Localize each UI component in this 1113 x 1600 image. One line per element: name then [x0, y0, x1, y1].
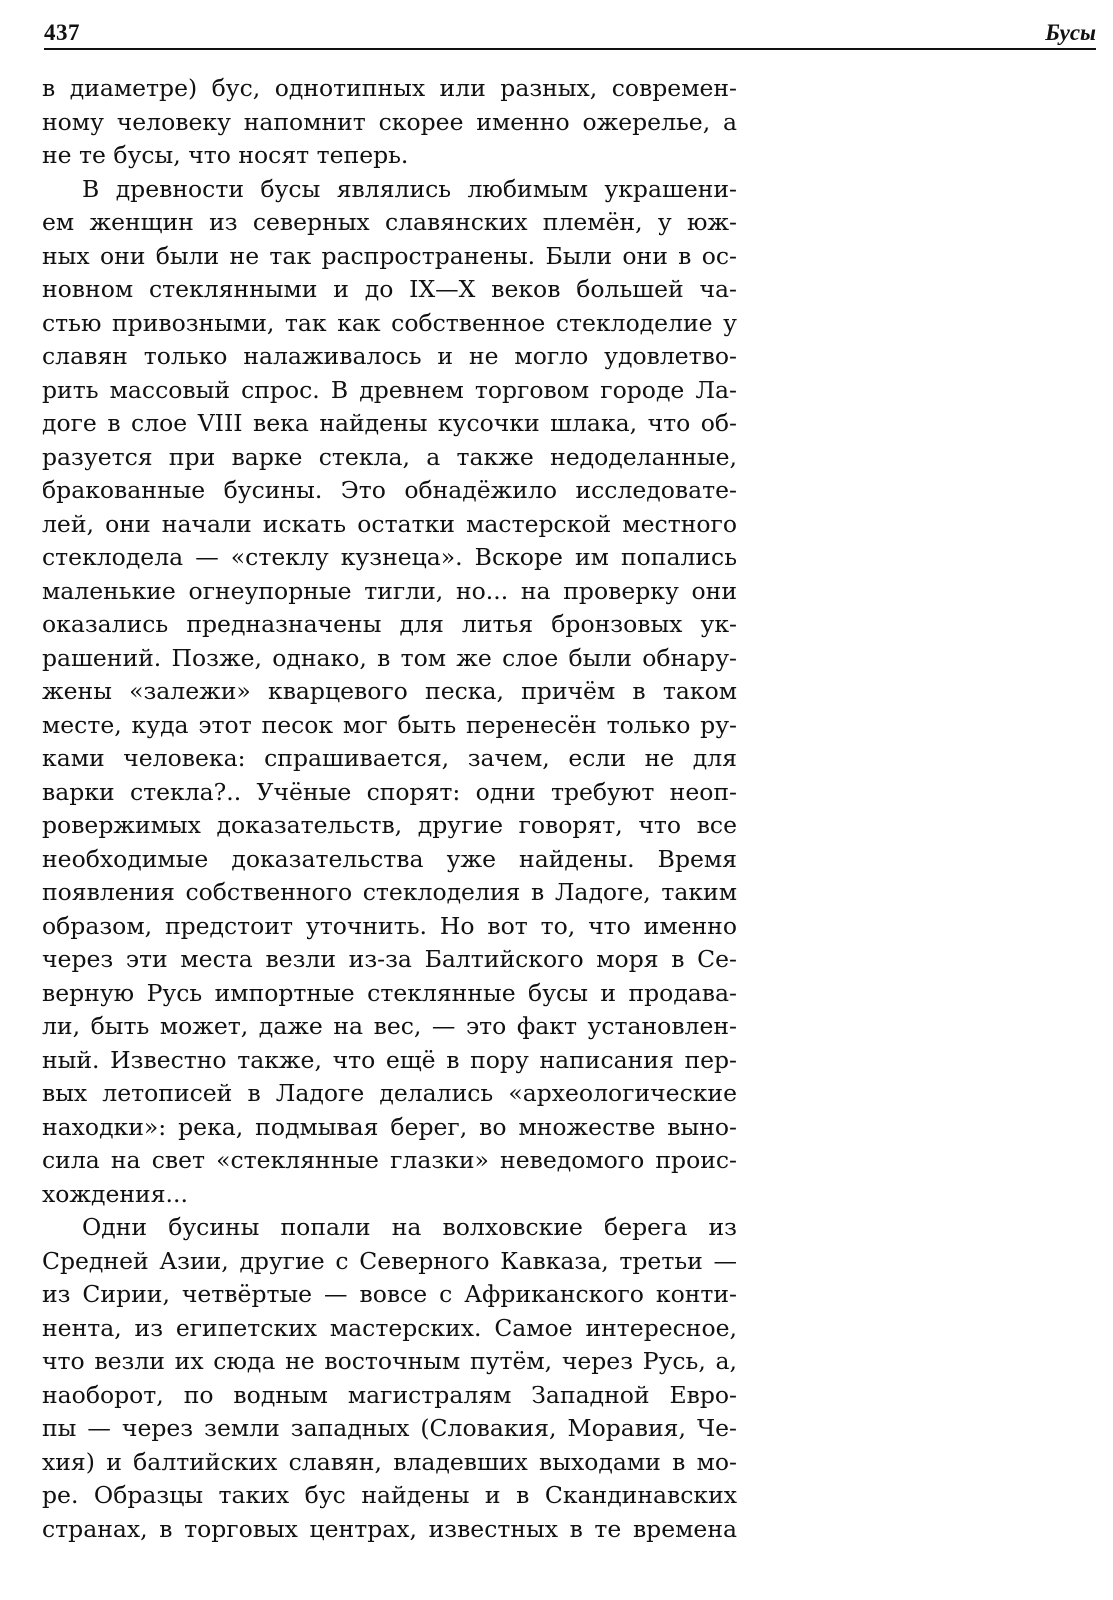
text-line: наоборот, по водным магистралям Западной Евро-	[42, 1380, 737, 1409]
running-title: Бусы	[1045, 20, 1096, 45]
text-line: Средней Азии, другие с Северного Кавказа, третьи —	[42, 1246, 737, 1275]
text-line: необходимые доказательства уже найдены. Время	[42, 844, 737, 873]
text-line: хождения...	[42, 1179, 188, 1208]
text-line: что везли их сюда не восточным путём, через Русь, а,	[42, 1347, 737, 1375]
text-line: ками человека: спрашивается, зачем, если не для	[42, 744, 737, 772]
text-line: ный. Известно также, что ещё в пору написания пер-	[42, 1045, 737, 1074]
text-line: рашений. Позже, однако, в том же слое были обнару-	[42, 643, 737, 672]
text-line: ровержимых доказательств, другие говорят, что все	[42, 811, 737, 839]
text-line: месте, куда этот песок мог быть перенесён только ру-	[42, 710, 737, 739]
text-line: вых летописей в Ладоге делались «археологические	[42, 1079, 737, 1107]
text-line: славян только налаживалось и не могло удовлетво-	[42, 342, 737, 370]
text-line: ли, быть может, даже на вес, — это факт установлен-	[42, 1012, 737, 1040]
text-line: бракованные бусины. Это обнадёжило исследовате-	[42, 476, 737, 504]
text-line: находки»: река, подмывая берег, во множестве выно-	[42, 1112, 737, 1141]
page-number: 437	[44, 20, 80, 45]
body-text	[42, 72, 737, 1546]
text-line: появления собственного стеклоделия в Ладоге, таким	[42, 878, 737, 906]
page-header	[44, 14, 1096, 50]
text-line: разуется при варке стекла, а также недоделанные,	[42, 442, 737, 471]
text-line: В древности бусы являлись любимым украшени-	[82, 174, 737, 203]
text-line: образом, предстоит уточнить. Но вот то, что именно	[42, 911, 737, 940]
text-line: доге в слое VIII века найдены кусочки шлака, что об-	[42, 409, 737, 437]
text-line: стью привозными, так как собственное стеклоделие у	[42, 308, 737, 337]
text-line: из Сирии, четвёртые — вовсе с Африканского конти-	[42, 1280, 737, 1308]
text-line: лей, они начали искать остатки мастерской местного	[42, 509, 737, 538]
text-line: через эти места везли из-за Балтийского моря в Се-	[42, 945, 737, 973]
text-line: жены «залежи» кварцевого песка, причём в таком	[42, 677, 737, 705]
text-line: ем женщин из северных славянских племён, у юж-	[42, 208, 737, 236]
text-line: нента, из египетских мастерских. Самое интересное,	[42, 1313, 737, 1342]
text-line: пы — через земли западных (Словакия, Моравия, Че-	[42, 1414, 737, 1442]
text-line: варки стекла?.. Учёные спорят: одни требуют неоп-	[42, 777, 737, 806]
text-line: ре. Образцы таких бус найдены и в Скандинавских	[42, 1481, 737, 1509]
text-line: странах, в торговых центрах, известных в те времена	[42, 1514, 737, 1543]
text-line: ному человеку напомнит скорее именно ожерелье, а	[42, 107, 737, 136]
text-line: не те бусы, что носят теперь.	[42, 141, 409, 169]
text-line: маленькие огнеупорные тигли, но... на проверку они	[42, 576, 737, 605]
text-line: сила на свет «стеклянные глазки» неведомого проис-	[42, 1146, 737, 1174]
text-line: стеклодела — «стеклу кузнеца». Вскоре им попались	[42, 543, 737, 571]
text-line: оказались предназначены для литья бронзовых ук-	[42, 610, 737, 638]
text-line: хия) и балтийских славян, владевших выходами в мо-	[42, 1447, 737, 1476]
text-line: новном стеклянными и до IX—X веков большей ча-	[42, 275, 737, 303]
text-line: ных они были не так распространены. Были они в ос-	[42, 241, 737, 270]
text-line: в диаметре) бус, однотипных или разных, современ-	[42, 74, 737, 102]
text-line: Одни бусины попали на волховские берега из	[82, 1213, 737, 1241]
text-line: рить массовый спрос. В древнем торговом городе Ла-	[42, 375, 737, 404]
text-line: верную Русь импортные стеклянные бусы и продава-	[42, 978, 737, 1007]
